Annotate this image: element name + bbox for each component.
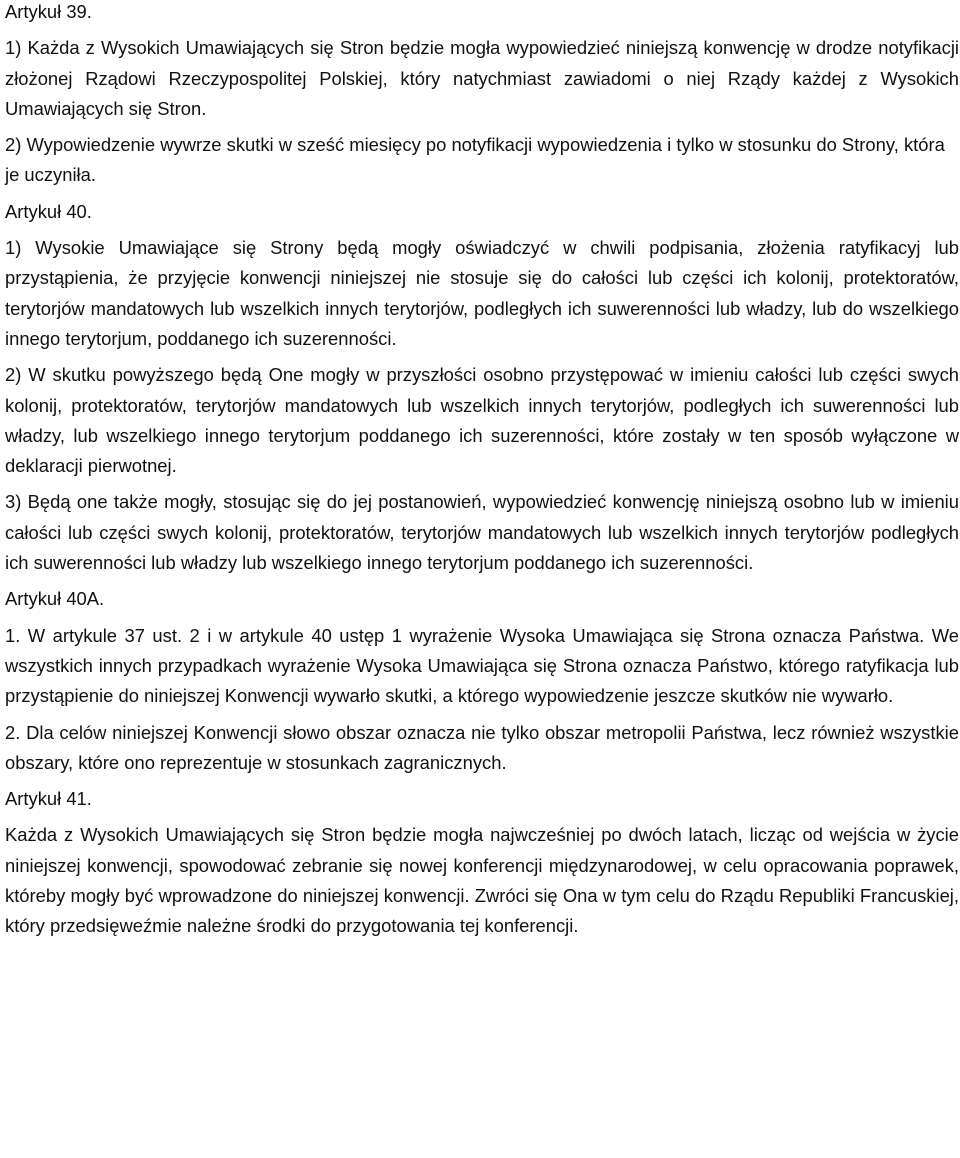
article-paragraph: 2. Dla celów niniejszej Konwencji słowo obszar oznacza nie tylko obszar metropolii Państwa, lecz również wszystkie obszary, które ono reprezentuje w stosunkach zagranicznych. (5, 721, 959, 773)
article-39 (5, 0, 959, 191)
article-paragraph: 1) Każda z Wysokich Umawiających się Stron będzie mogła wypowiedzieć niniejszą konwencję w drodze notyfikacji złożonej Rządowi Rzeczypospolitej Polskiej, który natychmiast zawiadomi o niej Rządy każdej z Wysokich Umawiających się Stron. (5, 37, 959, 119)
article-40a (5, 584, 959, 778)
article-41 (5, 784, 959, 941)
article-heading: Artykuł 39. (5, 1, 92, 22)
article-heading: Artykuł 40A. (5, 588, 105, 610)
article-paragraph: 1. W artykule 37 ust. 2 i w artykule 40 ustęp 1 wyrażenie Wysoka Umawiająca się Strona oznacza Państwa. We wszystkich innych przypadkach wyrażenie Wysoka Umawiająca się Strona oznacza Państwo, którego ratyfikacja lub przystąpienie do niniejszej Konwencji wywarło skutki, a którego wypowiedzenie jeszcze skutków nie wywarło. (5, 624, 959, 707)
article-paragraph: 3) Będą one także mogły, stosując się do jej postanowień, wypowiedzieć konwencję niniejszą osobno lub w imieniu całości lub części swych kolonij, protektoratów, terytorjów mandatowych lub wszelkich innych terytorjów podległych ich suwerenności lub władzy lub wszelkiego innego terytorjum poddanego ich suzerenności. (5, 491, 959, 574)
article-40 (5, 197, 959, 579)
article-paragraph: Każda z Wysokich Umawiających się Stron będzie mogła najwcześniej po dwóch latach, licząc od wejścia w życie niniejszej konwencji, spowodować zebranie się nowej konferencji międzynarodowej, w celu opracowania poprawek, któreby mogły być wprowadzone do niniejszej konwencji. Zwróci się Ona w tym celu do Rządu Republiki Francuskiej, który przedsięweźmie należne środki do przygotowania tej konferencji. (5, 824, 959, 937)
document-page (5, 0, 959, 948)
article-paragraph: 1) Wysokie Umawiające się Strony będą mogły oświadczyć w chwili podpisania, złożenia ratyfikacyj lub przystąpienia, że przyjęcie konwencji niniejszej nie stosuje się do całości lub części ich kolonij, protektoratów, terytorjów mandatowych lub wszelkich innych terytorjów, podległych ich suwerenności lub władzy, lub do wszelkiego innego terytorjum, poddanego ich suzerenności. (5, 237, 959, 349)
article-paragraph: 2) Wypowiedzenie wywrze skutki w sześć miesięcy po notyfikacji wypowiedzenia i tylko w stosunku do Strony, która je uczyniła. (5, 134, 945, 186)
article-heading: Artykuł 40. (5, 200, 92, 222)
article-paragraph: 2) W skutku powyższego będą One mogły w przyszłości osobno przystępować w imieniu całości lub części swych kolonij, protektoratów, terytorjów mandatowych lub wszelkich innych terytorjów, podległych ich suwerenności lub władzy, lub wszelkiego innego terytorjum poddanego ich suzerenności, które zostały w ten sposób wyłączone w deklaracji pierwotnej. (5, 364, 959, 477)
article-heading: Artykuł 41. (5, 788, 92, 810)
